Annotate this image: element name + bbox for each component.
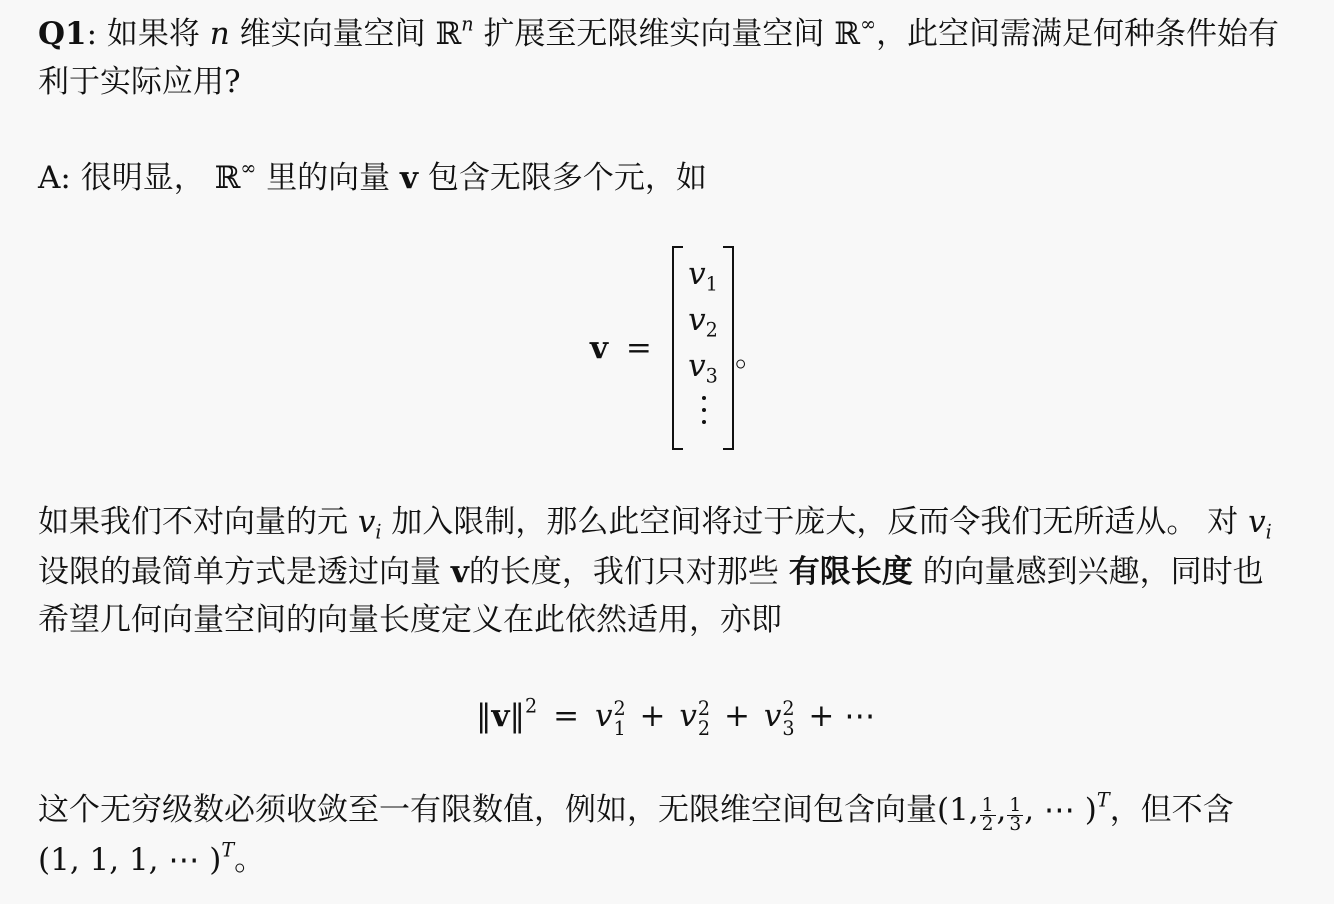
- answer-text-3: 包含无限多个元，如: [427, 160, 707, 196]
- matrix-lhs: [590, 328, 652, 368]
- paragraph-line-3: 希望几何向量空间的向量长度定义在此依然适用，亦即: [38, 602, 782, 638]
- question-text-1: 如果将: [106, 16, 200, 52]
- paragraph-line-2: 设限的最简单方式是透过向量 v的长度，我们只对那些 有限长度 的向量感到兴趣，同时也: [38, 554, 1264, 590]
- real-space-symbol-3: ℝ: [214, 160, 241, 196]
- left-bracket: [672, 246, 683, 450]
- answer-text-2: 里的向量: [266, 160, 391, 196]
- answer-text-1: 很明显，: [80, 160, 205, 196]
- dimension-n: n: [209, 16, 230, 52]
- vector-v-bold: v: [400, 160, 419, 196]
- real-space-symbol: ℝ: [435, 16, 462, 52]
- infinity-exponent: ∞: [240, 156, 257, 180]
- matrix-trailing-period: 。: [735, 338, 766, 374]
- element-v-i-2: v: [1248, 504, 1266, 540]
- matrix-lhs-v: v: [590, 330, 609, 366]
- question-text-2: 维实向量空间: [239, 16, 426, 52]
- answer-label: A: [38, 160, 61, 196]
- matrix-entry-2: $v_2$: [688, 302, 718, 342]
- final-line-1: 这个无穷级数必须收敛至一有限数值，例如，无限维空间包含向量(1, $\frac{1}{2}$ , $\frac{1}{3}$ , ⋯ )$^T$，但不含: [38, 788, 1234, 836]
- question-line-1: [38, 14, 1279, 54]
- final-line-2: (1, 1, 1, ⋯ )$^T$。: [38, 838, 266, 878]
- column-vector-matrix: [672, 246, 734, 450]
- real-space-exponent-n: n: [461, 12, 474, 36]
- example-vector: (1, $\frac{1}{2}$ , $\frac{1}{3}$ , ⋯ )$^T$: [937, 788, 1110, 836]
- answer-sep: :: [60, 160, 71, 196]
- question-sep: :: [86, 16, 98, 52]
- paragraph-line-1: 如果我们不对向量的元 $v_i$ 加入限制，那么此空间将过于庞大，反而令我们无所适从。 对 $v_i$: [38, 504, 1272, 544]
- finite-length-emphasis: 有限长度: [788, 554, 913, 590]
- question-line-2: 利于实际应用?: [38, 64, 241, 100]
- matrix-equals: =: [625, 330, 652, 366]
- question-text-3: 扩展至无限维实向量空间: [483, 16, 825, 52]
- right-bracket: [723, 246, 734, 450]
- counter-example-vector: (1, 1, 1, ⋯ ): [38, 842, 222, 878]
- element-v-i: v: [357, 504, 376, 540]
- vector-v-bold-2: v: [450, 554, 469, 590]
- question-text-4: ，此空间需满足何种条件始有: [876, 16, 1280, 52]
- answer-line: [38, 158, 707, 198]
- real-space-symbol-2: ℝ: [834, 16, 861, 52]
- question-label: Q1: [38, 16, 87, 52]
- matrix-entry-1: $v_1$: [688, 256, 718, 296]
- real-space-exponent-infinity: ∞: [860, 12, 877, 36]
- matrix-entry-3: $v_3$: [688, 348, 718, 388]
- norm-equation: ‖v‖$^2$ = v 2 1 + v 2 2 + v 2 3 + ⋯: [476, 694, 876, 740]
